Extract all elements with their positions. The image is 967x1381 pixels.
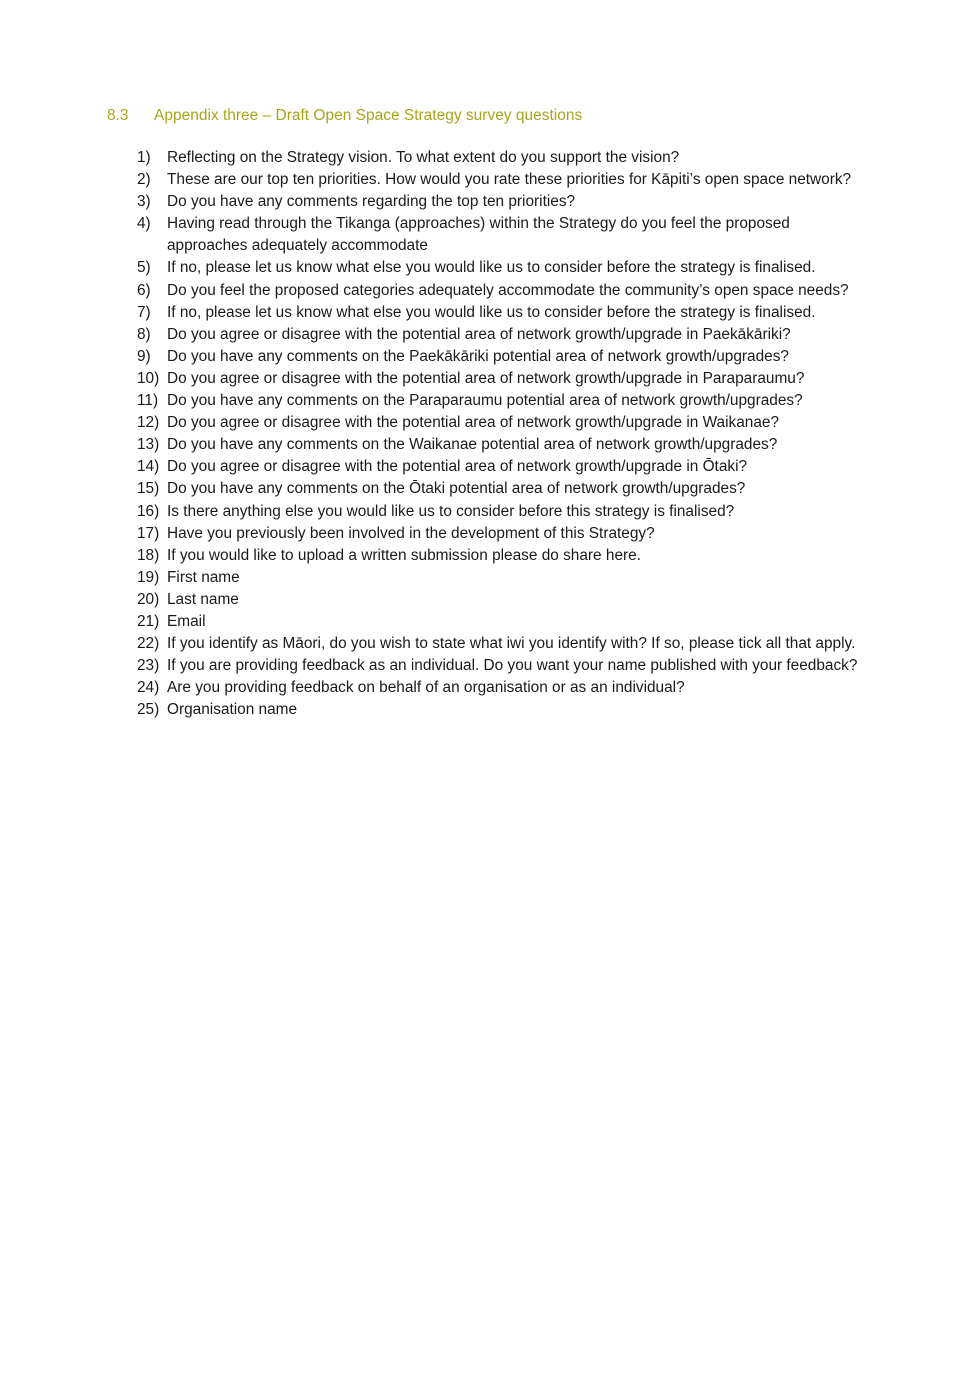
question-text: Having read through the Tikanga (approaches) within the Strategy do you feel the proposed approaches adequately accommodate bbox=[167, 215, 790, 255]
question-number: 8) bbox=[137, 325, 151, 343]
question-text: Do you have any comments on the Paekākāriki potential area of network growth/upgrades? bbox=[167, 347, 789, 365]
question-item bbox=[137, 567, 867, 589]
question-text: Do you have any comments on the Waikanae potential area of network growth/upgrades? bbox=[167, 436, 778, 454]
question-text: Last name bbox=[167, 590, 239, 608]
question-number: 14) bbox=[137, 458, 160, 476]
question-number: 22) bbox=[137, 635, 160, 653]
question-text: Do you agree or disagree with the potential area of network growth/upgrade in Paekākāriki? bbox=[167, 325, 791, 343]
section-number: 8.3 bbox=[107, 107, 129, 124]
question-text: These are our top ten priorities. How would you rate these priorities for Kāpiti’s open space network? bbox=[167, 171, 852, 189]
section-heading bbox=[107, 106, 582, 126]
question-text: Reflecting on the Strategy vision. To what extent do you support the vision? bbox=[167, 149, 680, 166]
question-number: 10) bbox=[137, 369, 160, 387]
question-text: Do you agree or disagree with the potential area of network growth/upgrade in Paraparaumu? bbox=[167, 369, 805, 387]
question-text: Do you agree or disagree with the potential area of network growth/upgrade in Waikanae? bbox=[167, 414, 780, 432]
question-item bbox=[137, 213, 867, 257]
question-number: 20) bbox=[137, 590, 160, 608]
question-item bbox=[137, 611, 867, 633]
question-text: Have you previously been involved in the development of this Strategy? bbox=[167, 524, 655, 542]
question-number: 9) bbox=[137, 347, 151, 365]
question-text: If you are providing feedback as an individual. Do you want your name published with your feedback? bbox=[167, 657, 858, 675]
question-item bbox=[137, 169, 867, 191]
question-item bbox=[137, 501, 867, 523]
question-item bbox=[137, 280, 867, 302]
survey-question-list bbox=[137, 147, 867, 721]
question-number: 11) bbox=[137, 392, 159, 410]
question-item bbox=[137, 390, 867, 412]
question-item bbox=[137, 589, 867, 611]
question-item bbox=[137, 633, 867, 655]
question-text: Do you have any comments regarding the top ten priorities? bbox=[167, 193, 576, 211]
question-number: 21) bbox=[137, 612, 160, 630]
question-item bbox=[137, 434, 867, 456]
question-item bbox=[137, 545, 867, 567]
question-item bbox=[137, 478, 867, 500]
question-number: 25) bbox=[137, 701, 160, 719]
question-text: If no, please let us know what else you would like us to consider before the strategy is finalised. bbox=[167, 303, 816, 321]
question-item bbox=[137, 523, 867, 545]
question-item bbox=[137, 147, 867, 169]
question-number: 24) bbox=[137, 679, 160, 697]
question-text: Is there anything else you would like us to consider before this strategy is finalised? bbox=[167, 502, 735, 520]
question-number: 17) bbox=[137, 524, 160, 542]
question-text: Are you providing feedback on behalf of an organisation or as an individual? bbox=[167, 679, 685, 697]
question-text: If you would like to upload a written submission please do share here. bbox=[167, 546, 641, 564]
question-number: 7) bbox=[137, 303, 151, 321]
question-number: 1) bbox=[137, 149, 151, 166]
question-number: 12) bbox=[137, 414, 160, 432]
question-number: 5) bbox=[137, 259, 151, 277]
question-text: If you identify as Māori, do you wish to state what iwi you identify with? If so, please tick all that apply. bbox=[167, 635, 856, 653]
question-number: 13) bbox=[137, 436, 160, 454]
question-number: 18) bbox=[137, 546, 160, 564]
question-item bbox=[137, 346, 867, 368]
section-title: Appendix three – Draft Open Space Strategy survey questions bbox=[154, 107, 583, 124]
question-item bbox=[137, 257, 867, 279]
question-text: If no, please let us know what else you would like us to consider before the strategy is finalised. bbox=[167, 259, 816, 277]
question-item bbox=[137, 699, 867, 721]
question-number: 2) bbox=[137, 171, 151, 189]
question-item bbox=[137, 302, 867, 324]
question-item bbox=[137, 324, 867, 346]
question-text: Do you have any comments on the Ōtaki potential area of network growth/upgrades? bbox=[167, 480, 746, 498]
question-item bbox=[137, 191, 867, 213]
question-text: First name bbox=[167, 568, 240, 586]
question-number: 15) bbox=[137, 480, 160, 498]
question-number: 19) bbox=[137, 568, 160, 586]
question-number: 6) bbox=[137, 281, 151, 299]
question-number: 23) bbox=[137, 657, 160, 675]
question-item bbox=[137, 677, 867, 699]
question-number: 16) bbox=[137, 502, 160, 520]
question-text: Organisation name bbox=[167, 701, 298, 719]
question-item bbox=[137, 456, 867, 478]
question-number: 4) bbox=[137, 215, 151, 233]
question-text: Do you agree or disagree with the potential area of network growth/upgrade in Ōtaki? bbox=[167, 458, 748, 476]
question-text: Email bbox=[167, 612, 206, 630]
question-text: Do you feel the proposed categories adequately accommodate the community’s open space needs? bbox=[167, 281, 849, 299]
question-item bbox=[137, 655, 867, 677]
question-item bbox=[137, 368, 867, 390]
question-item bbox=[137, 412, 867, 434]
question-text: Do you have any comments on the Paraparaumu potential area of network growth/upgrades? bbox=[167, 392, 803, 410]
question-number: 3) bbox=[137, 193, 151, 211]
